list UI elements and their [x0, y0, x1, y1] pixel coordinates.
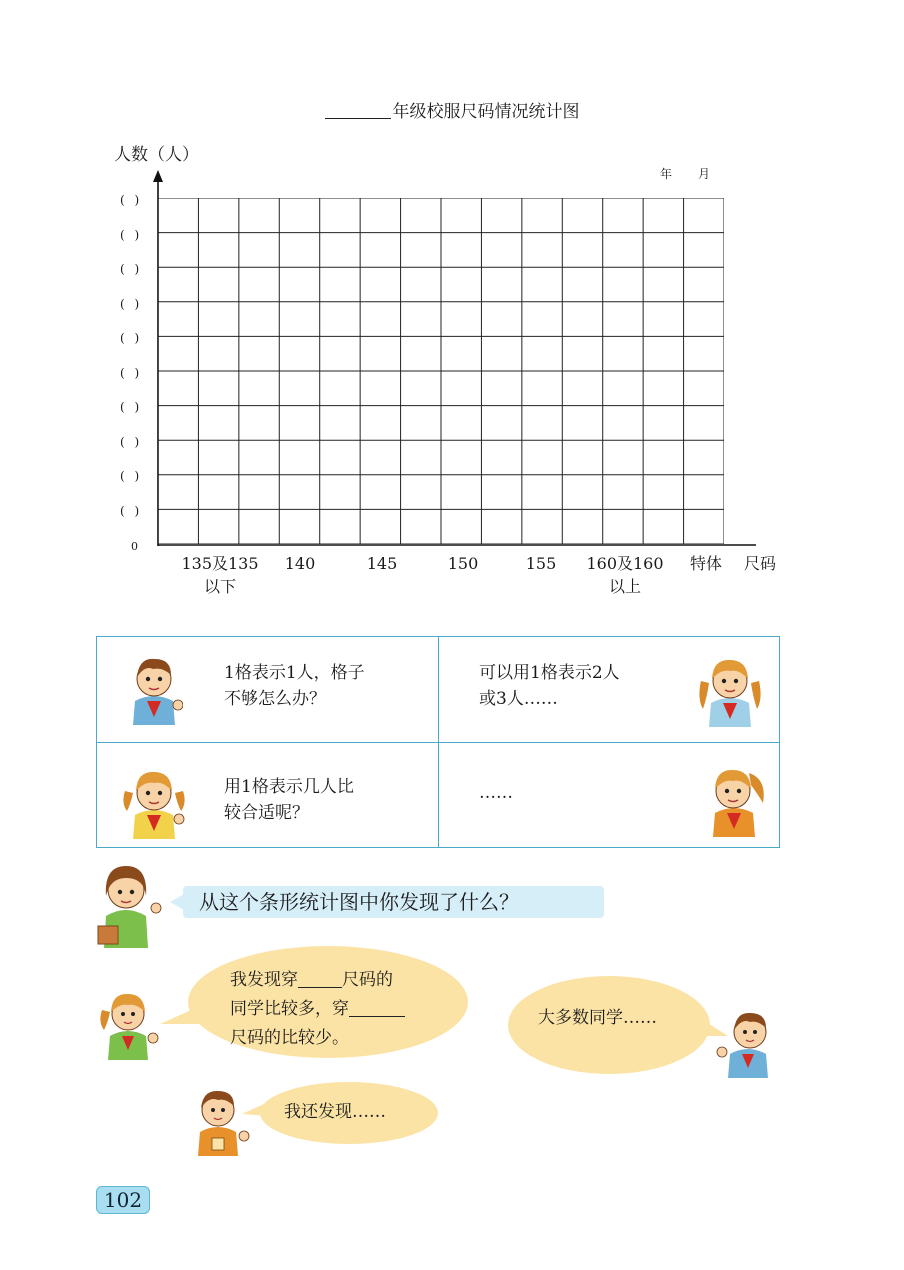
- discussion-table: [96, 636, 780, 848]
- x-label-140: 140: [284, 554, 316, 573]
- q2-line1: 用1格表示几人比: [224, 777, 354, 797]
- girl-icon: [98, 984, 160, 1060]
- y-tick-blank[interactable]: ( ): [120, 366, 143, 380]
- bubble-3-text: 我还发现……: [284, 1102, 386, 1122]
- x-label-135-line2: 以下: [203, 577, 236, 596]
- girl-icon: [695, 651, 765, 727]
- y-axis-label: 人数（人）: [114, 145, 199, 165]
- month-field[interactable]: 月: [698, 167, 711, 181]
- x-axis-name: 尺码: [743, 554, 776, 573]
- a2-text: ……: [479, 783, 513, 803]
- answer-blank-more[interactable]: [298, 969, 342, 988]
- x-label-135-line1: 135及135: [181, 554, 259, 573]
- y-tick-blank[interactable]: ( ): [120, 262, 143, 276]
- q2-line2: 较合适呢？: [224, 803, 309, 823]
- dialog-cell-a1: [439, 637, 779, 743]
- bubble-1-line1: [230, 966, 393, 994]
- x-label-155: 155: [525, 554, 557, 573]
- y-tick-blank[interactable]: ( ): [120, 469, 143, 483]
- bubble-2-text: 大多数同学……: [538, 1008, 657, 1028]
- y-tick-blank[interactable]: ( ): [120, 504, 143, 518]
- bubble-1-text-b: 尺码的: [342, 970, 393, 990]
- boy-icon: [716, 1002, 778, 1078]
- y-tick-blank[interactable]: ( ): [120, 193, 143, 207]
- boy-icon: [125, 651, 183, 725]
- answer-blank-less[interactable]: [349, 998, 405, 1017]
- bubble-1-line3: 尺码的比较少。: [230, 1028, 349, 1048]
- x-label-145: 145: [366, 554, 398, 573]
- x-label-160-line2: 以上: [608, 577, 641, 596]
- bubble-1-line2: [230, 995, 405, 1023]
- a1-line1: 可以用1格表示2人: [479, 663, 620, 683]
- x-label-special: 特体: [689, 554, 722, 573]
- bubble-1-text-c: 同学比较多，穿: [230, 999, 349, 1019]
- x-label-135: [180, 552, 260, 598]
- girl-icon: [121, 763, 187, 839]
- y-tick-zero: 0: [131, 540, 138, 553]
- dialog-cell-q2: [97, 743, 439, 847]
- year-field[interactable]: 年: [660, 167, 673, 181]
- x-label-160-line1: 160及160: [586, 554, 664, 573]
- y-tick-blank[interactable]: ( ): [120, 228, 143, 242]
- q1-line2: 不够怎么办？: [224, 689, 326, 709]
- teacher-icon: [96, 856, 168, 948]
- y-tick-blank[interactable]: ( ): [120, 297, 143, 311]
- y-tick-blank[interactable]: ( ): [120, 435, 143, 449]
- page-number: 102: [96, 1186, 150, 1214]
- x-label-150: 150: [447, 554, 479, 573]
- empty-bar-grid[interactable]: [158, 198, 724, 544]
- teacher-question: 从这个条形统计图中你发现了什么？: [183, 886, 604, 918]
- bubble-1-text-a: 我发现穿: [230, 970, 298, 990]
- x-label-160: [585, 552, 665, 598]
- y-axis-arrow: [153, 170, 163, 182]
- y-tick-blank[interactable]: ( ): [120, 331, 143, 345]
- girl-ponytail-icon: [701, 759, 769, 837]
- dialog-cell-q1: [97, 637, 439, 743]
- a1-line2: 或3人……: [479, 689, 558, 709]
- y-tick-blank[interactable]: ( ): [120, 400, 143, 414]
- q1-line1: 1格表示1人，格子: [224, 663, 365, 683]
- speech-bubble-3-tail: [242, 1100, 270, 1120]
- speech-bubble-1-tail: [160, 1004, 200, 1028]
- title-text: 年级校服尺码情况统计图: [392, 102, 580, 122]
- dialog-cell-a2: [439, 743, 779, 847]
